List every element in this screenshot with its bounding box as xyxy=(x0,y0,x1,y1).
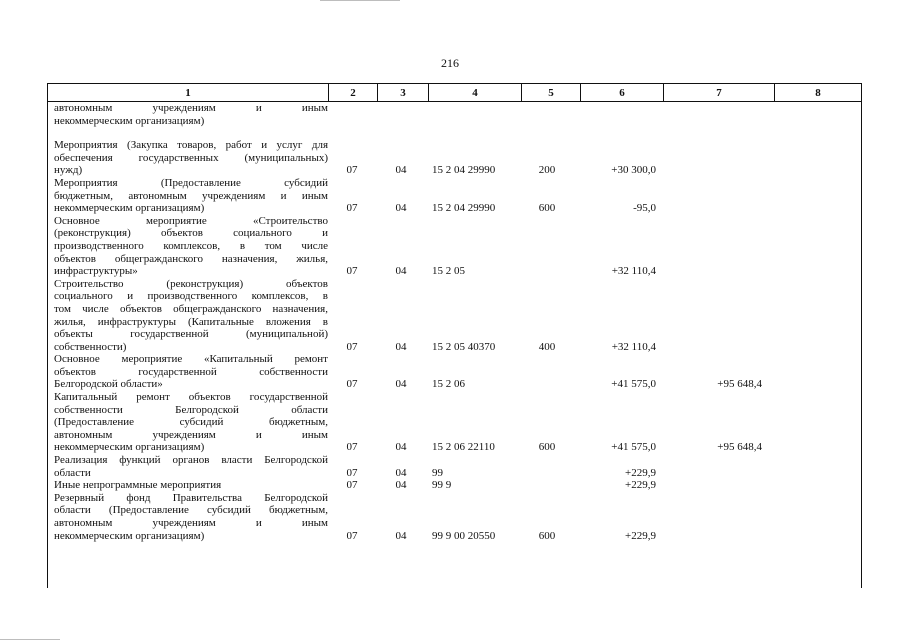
description-line: Основное мероприятие «Капитальный ремонт xyxy=(54,353,328,366)
description-line: производственного комплексов, в том числе xyxy=(54,239,328,252)
table-row xyxy=(48,353,861,391)
description-line: том числе объектов общегражданского назначения, xyxy=(54,302,328,315)
subsection-code: 04 xyxy=(395,164,407,177)
description-line: объектов государственной собственности xyxy=(54,365,328,378)
target-article-code: 15 2 05 xyxy=(432,265,465,278)
row-description xyxy=(48,353,328,391)
scan-edge-mark xyxy=(320,0,400,1)
amount-current: +41 575,0 xyxy=(611,378,656,391)
amount-current: +32 110,4 xyxy=(611,265,656,278)
amount-current: +229,9 xyxy=(625,479,656,492)
subsection-code: 04 xyxy=(395,529,407,542)
table-header xyxy=(47,83,862,102)
description-line: некоммерческим организациям) xyxy=(54,441,205,454)
section-code: 07 xyxy=(346,529,358,542)
amount-current: +30 300,0 xyxy=(611,164,656,177)
table-row xyxy=(48,479,861,492)
amount-next: +95 648,4 xyxy=(717,441,762,454)
page-number: 216 xyxy=(441,56,459,70)
row-description xyxy=(48,391,328,454)
description-line: (Предоставление субсидий бюджетным, xyxy=(54,416,328,429)
header-col-5: 5 xyxy=(521,84,580,101)
row-description xyxy=(48,492,328,542)
amount-current: +41 575,0 xyxy=(611,441,656,454)
target-article-code: 15 2 06 xyxy=(432,378,465,391)
description-line: Основное мероприятие «Строительство xyxy=(54,214,328,227)
subsection-code: 04 xyxy=(395,265,407,278)
description-line: объектов общегражданского назначения, жилья, xyxy=(54,252,328,265)
row-description xyxy=(48,454,328,479)
header-col-4: 4 xyxy=(428,84,521,101)
description-line: некоммерческим организациям) xyxy=(54,114,205,127)
expense-type-code: 600 xyxy=(538,202,556,215)
table-row xyxy=(48,278,861,354)
subsection-code: 04 xyxy=(395,479,407,492)
amount-current: +229,9 xyxy=(625,529,656,542)
row-gap xyxy=(48,127,861,139)
expense-type-code: 600 xyxy=(538,529,556,542)
target-article-code: 15 2 04 29990 xyxy=(432,202,496,215)
description-line: собственности) xyxy=(54,340,127,353)
section-code: 07 xyxy=(346,378,358,391)
description-line: инфраструктуры» xyxy=(54,265,138,278)
header-col-2: 2 xyxy=(328,84,377,101)
table-body xyxy=(47,102,862,588)
description-line: обеспечения государственных (муниципальных) xyxy=(54,151,328,164)
description-line: Иные непрограммные мероприятия xyxy=(54,479,222,492)
description-line: социального и производственного комплексов, в xyxy=(54,290,328,303)
amount-current: -95,0 xyxy=(633,202,656,215)
section-code: 07 xyxy=(346,340,358,353)
expense-type-code: 400 xyxy=(538,340,556,353)
section-code: 07 xyxy=(346,466,358,479)
header-col-3: 3 xyxy=(377,84,428,101)
section-code: 07 xyxy=(346,265,358,278)
row-description xyxy=(48,479,328,492)
description-line: (реконструкция) объектов социального и xyxy=(54,227,328,240)
row-description xyxy=(48,278,328,354)
description-line: некоммерческим организациям) xyxy=(54,202,205,215)
subsection-code: 04 xyxy=(395,202,407,215)
table-row xyxy=(48,454,861,479)
description-line: Белгородской области» xyxy=(54,378,163,391)
table-row xyxy=(48,139,861,177)
target-article-code: 15 2 06 22110 xyxy=(432,441,495,454)
row-description xyxy=(48,102,328,127)
description-line: бюджетным, автономным учреждениям и иным xyxy=(54,189,328,202)
subsection-code: 04 xyxy=(395,378,407,391)
amount-current: +229,9 xyxy=(625,466,656,479)
target-article-code: 15 2 05 40370 xyxy=(432,340,496,353)
description-line: Резервный фонд Правительства Белгородской xyxy=(54,491,328,504)
target-article-code: 15 2 04 29990 xyxy=(432,164,496,177)
row-description xyxy=(48,139,328,177)
description-line: Мероприятия (Закупка товаров, работ и услуг для xyxy=(54,139,328,152)
subsection-code: 04 xyxy=(395,340,407,353)
header-col-8: 8 xyxy=(774,84,861,101)
target-article-code: 99 9 xyxy=(432,479,452,492)
description-line: автономным учреждениям и иным xyxy=(54,428,328,441)
subsection-code: 04 xyxy=(395,466,407,479)
section-code: 07 xyxy=(346,202,358,215)
table-row xyxy=(48,391,861,454)
target-article-code: 99 xyxy=(432,466,443,479)
expense-type-code: 200 xyxy=(538,164,556,177)
section-code: 07 xyxy=(346,479,358,492)
description-line: объекты государственной (муниципальной) xyxy=(54,328,328,341)
header-col-6: 6 xyxy=(580,84,663,101)
description-line: нужд) xyxy=(54,164,83,177)
description-line: Мероприятия (Предоставление субсидий xyxy=(54,176,328,189)
section-code: 07 xyxy=(346,441,358,454)
description-line: области xyxy=(54,466,91,479)
amount-current: +32 110,4 xyxy=(611,340,656,353)
description-line: собственности Белгородской области xyxy=(54,403,328,416)
header-col-7: 7 xyxy=(663,84,774,101)
description-line: Строительство (реконструкция) объектов xyxy=(54,277,328,290)
table-row xyxy=(48,102,861,127)
amount-next: +95 648,4 xyxy=(717,378,762,391)
description-line: некоммерческим организациям) xyxy=(54,529,205,542)
expense-type-code: 600 xyxy=(538,441,556,454)
row-description xyxy=(48,177,328,215)
description-line: области (Предоставление субсидий бюджетным, xyxy=(54,504,328,517)
description-line: Капитальный ремонт объектов государственной xyxy=(54,391,328,404)
description-line: автономным учреждениям и иным xyxy=(54,517,328,529)
table-row xyxy=(48,177,861,215)
description-line: Реализация функций органов власти Белгородской xyxy=(54,454,328,467)
subsection-code: 04 xyxy=(395,441,407,454)
row-description xyxy=(48,215,328,278)
section-code: 07 xyxy=(346,164,358,177)
description-line: жилья, инфраструктуры (Капитальные вложения в xyxy=(54,315,328,328)
description-line: автономным учреждениям и иным xyxy=(54,102,328,114)
target-article-code: 99 9 00 20550 xyxy=(432,529,496,542)
table-row xyxy=(48,215,861,278)
header-col-1: 1 xyxy=(185,86,191,99)
table-row xyxy=(48,492,861,542)
